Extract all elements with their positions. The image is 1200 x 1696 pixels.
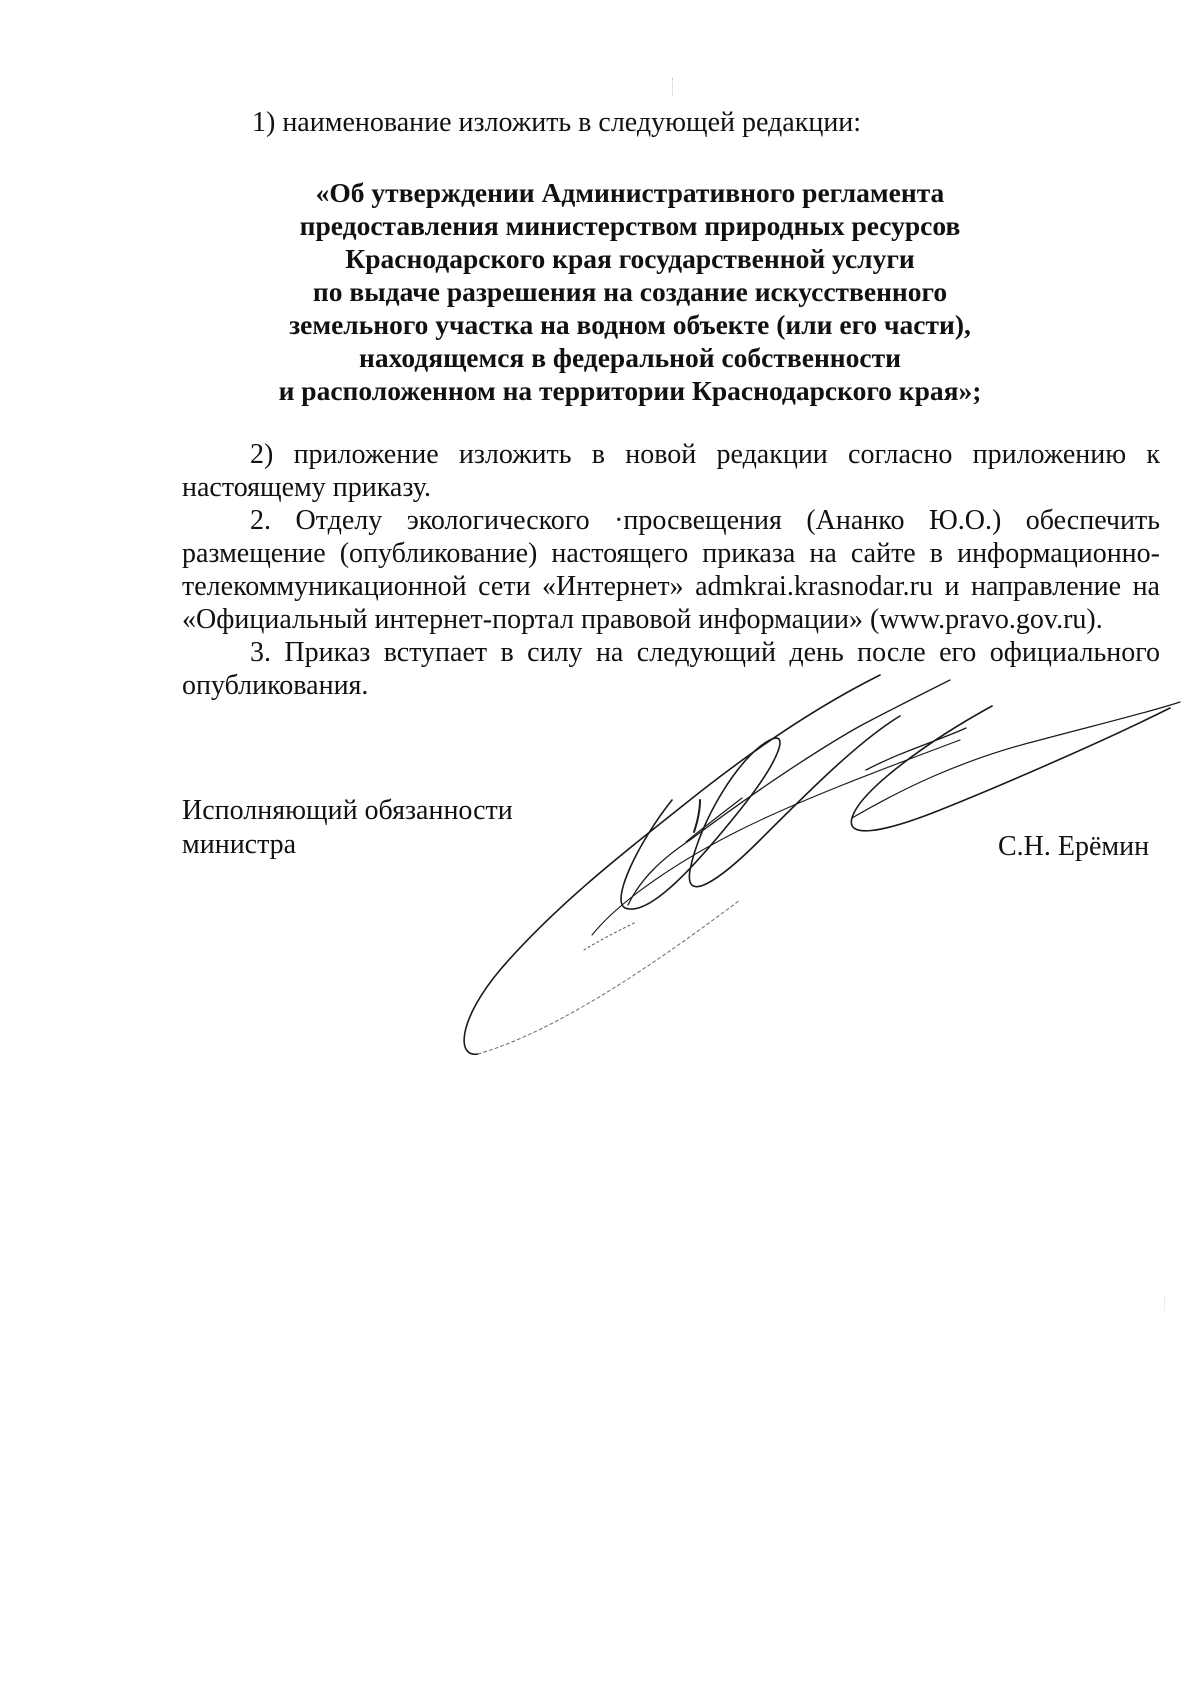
title-line: по выдаче разрешения на создание искусственного bbox=[312, 276, 948, 307]
amendment-item-2: 2) приложение изложить в новой редакции согласно приложению к настоящему приказу. bbox=[182, 439, 1160, 503]
title-line: находящемся в федеральной собственности bbox=[359, 342, 901, 373]
signatory-title-line: министра bbox=[182, 829, 297, 860]
signatory-name: С.Н. Ерёмин bbox=[998, 831, 1150, 862]
signatory-title-line: Исполняющий обязанности bbox=[182, 795, 513, 826]
title-line: и расположенном на территории Краснодарского края»; bbox=[278, 375, 982, 406]
scan-artifact bbox=[672, 78, 675, 96]
scan-artifact bbox=[1164, 1296, 1167, 1310]
title-line: Краснодарского края государственной услуги bbox=[345, 243, 915, 274]
title-line: «Об утверждении Административного регламента bbox=[315, 177, 945, 208]
title-line: предоставления министерством природных ресурсов bbox=[299, 210, 961, 241]
title-line: земельного участка на водном объекте (или его части), bbox=[289, 309, 971, 340]
regulation-title bbox=[180, 176, 1080, 407]
document-body bbox=[182, 438, 1160, 702]
signatory-title bbox=[182, 794, 513, 862]
clause-2-publication: 2. Отделу экологического ·просвещения (Ананко Ю.О.) обеспечить размещение (опубликование) настоящего приказа на сайте в информационно-телекоммуникационной сети «Интернет» admkrai.krasnodar.ru и направление на «Официальный интернет-портал правовой информации» (www.pravo.gov.ru). bbox=[182, 505, 1160, 635]
clause-3-effective-date: 3. Приказ вступает в силу на следующий день после его официального опубликования. bbox=[182, 637, 1160, 701]
amendment-item-1: 1) наименование изложить в следующей редакции: bbox=[252, 107, 862, 138]
